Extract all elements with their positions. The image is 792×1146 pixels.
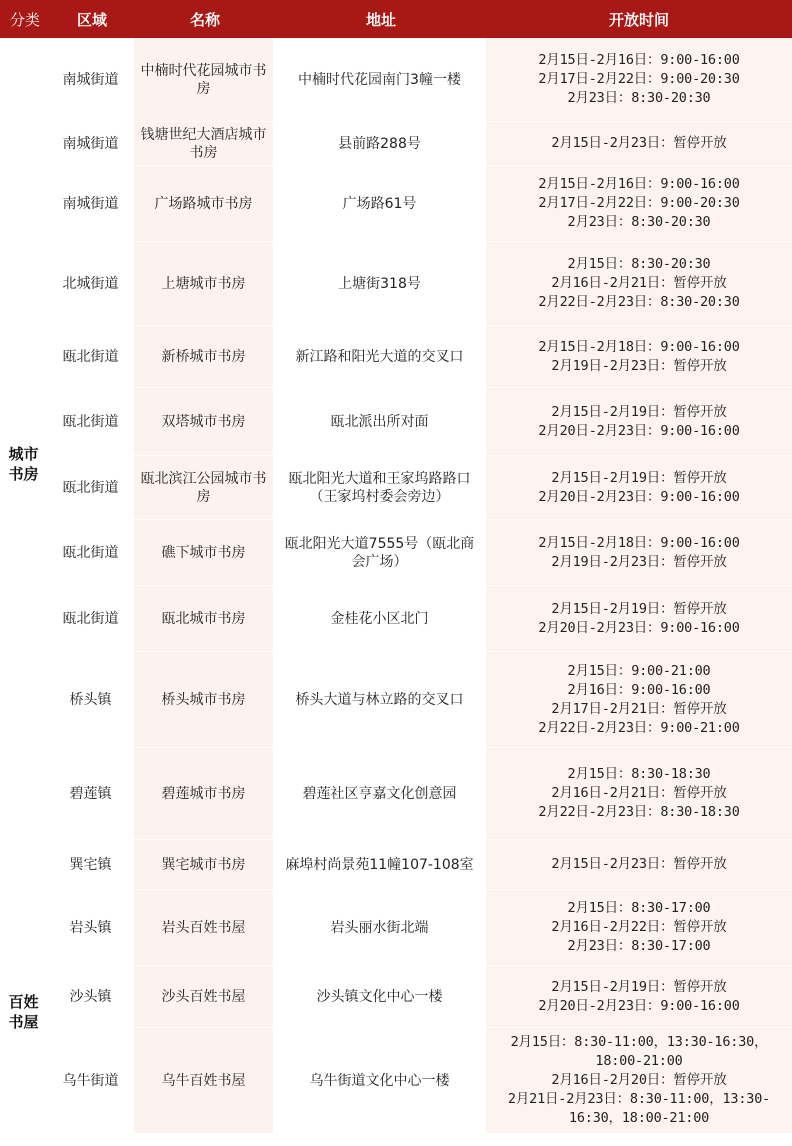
name-cell: 双塔城市书房 [134,388,276,456]
area-cell: 瓯北街道 [50,520,134,586]
name-cell: 沙头百姓书屋 [134,966,276,1028]
hours-cell: 2月15日-2月19日：暂停开放 2月20日-2月23日：9:00-16:00 [486,456,792,520]
table-row [0,890,792,966]
area-cell: 南城街道 [50,166,134,242]
name-cell: 巽宅城市书房 [134,840,276,890]
address-cell: 上塘街318号 [276,242,486,326]
area-cell: 瓯北街道 [50,456,134,520]
hours-cell: 2月15日：8:30-18:30 2月16日-2月21日：暂停开放 2月22日-2月23日：8:30-18:30 [486,748,792,840]
header-category: 分类 [0,0,50,38]
area-cell: 巽宅镇 [50,840,134,890]
header-hours: 开放时间 [486,0,792,38]
table-header-row [0,0,792,38]
area-cell: 瓯北街道 [50,326,134,388]
address-cell: 广场路61号 [276,166,486,242]
area-cell: 南城街道 [50,38,134,122]
table-row [0,1028,792,1134]
hours-cell: 2月15日：8:30-11:00，13:30-16:30，18:00-21:00 2月16日-2月20日：暂停开放 2月21日-2月23日：8:30-11:00，13:30-16:30，18:00-21:00 [486,1028,792,1134]
table-row [0,242,792,326]
address-cell: 桥头大道与林立路的交叉口 [276,652,486,748]
category-cell-community-study [0,890,50,1134]
hours-cell: 2月15日-2月16日：9:00-16:00 2月17日-2月22日：9:00-20:30 2月23日：8:30-20:30 [486,166,792,242]
address-cell: 沙头镇文化中心一楼 [276,966,486,1028]
area-cell: 乌牛街道 [50,1028,134,1134]
name-cell: 碧莲城市书房 [134,748,276,840]
name-cell: 钱塘世纪大酒店城市书房 [134,122,276,166]
table-row [0,520,792,586]
address-cell: 乌牛街道文化中心一楼 [276,1028,486,1134]
name-cell: 瓯北滨江公园城市书房 [134,456,276,520]
hours-cell: 2月15日：8:30-20:30 2月16日-2月21日：暂停开放 2月22日-2月23日：8:30-20:30 [486,242,792,326]
table-row [0,38,792,122]
area-cell: 沙头镇 [50,966,134,1028]
address-cell: 瓯北阳光大道和王家坞路路口（王家坞村委会旁边） [276,456,486,520]
address-cell: 县前路288号 [276,122,486,166]
table-row [0,326,792,388]
name-cell: 中楠时代花园城市书房 [134,38,276,122]
address-cell: 中楠时代花园南门3幢一楼 [276,38,486,122]
table-row [0,966,792,1028]
address-cell: 新江路和阳光大道的交叉口 [276,326,486,388]
category-label: 城市书房 [8,444,39,483]
area-cell: 南城街道 [50,122,134,166]
hours-cell: 2月15日-2月18日：9:00-16:00 2月19日-2月23日：暂停开放 [486,520,792,586]
hours-cell: 2月15日-2月18日：9:00-16:00 2月19日-2月23日：暂停开放 [486,326,792,388]
hours-cell: 2月15日：8:30-17:00 2月16日-2月22日：暂停开放 2月23日：8:30-17:00 [486,890,792,966]
name-cell: 瓯北城市书房 [134,586,276,652]
header-name: 名称 [134,0,276,38]
address-cell: 岩头丽水街北端 [276,890,486,966]
table-row [0,166,792,242]
table-row [0,840,792,890]
area-cell: 碧莲镇 [50,748,134,840]
hours-cell: 2月15日-2月19日：暂停开放 2月20日-2月23日：9:00-16:00 [486,388,792,456]
table-row [0,748,792,840]
table-row [0,388,792,456]
name-cell: 岩头百姓书屋 [134,890,276,966]
hours-cell: 2月15日-2月23日：暂停开放 [486,840,792,890]
area-cell: 桥头镇 [50,652,134,748]
address-cell: 金桂花小区北门 [276,586,486,652]
address-cell: 麻埠村尚景苑11幢107-108室 [276,840,486,890]
name-cell: 乌牛百姓书屋 [134,1028,276,1134]
area-cell: 北城街道 [50,242,134,326]
category-label: 百姓书屋 [8,992,39,1031]
table-row [0,586,792,652]
hours-cell: 2月15日-2月19日：暂停开放 2月20日-2月23日：9:00-16:00 [486,586,792,652]
category-cell-city-study [0,38,50,890]
name-cell: 礁下城市书房 [134,520,276,586]
hours-cell: 2月15日-2月16日：9:00-16:00 2月17日-2月22日：9:00-20:30 2月23日：8:30-20:30 [486,38,792,122]
area-cell: 瓯北街道 [50,586,134,652]
table-row [0,122,792,166]
address-cell: 碧莲社区亨嘉文化创意园 [276,748,486,840]
address-cell: 瓯北派出所对面 [276,388,486,456]
address-cell: 瓯北阳光大道7555号（瓯北商会广场） [276,520,486,586]
name-cell: 广场路城市书房 [134,166,276,242]
header-area: 区域 [50,0,134,38]
area-cell: 瓯北街道 [50,388,134,456]
header-address: 地址 [276,0,486,38]
hours-cell: 2月15日-2月19日：暂停开放 2月20日-2月23日：9:00-16:00 [486,966,792,1028]
table-row [0,652,792,748]
table-row [0,456,792,520]
name-cell: 上塘城市书房 [134,242,276,326]
hours-cell: 2月15日-2月23日：暂停开放 [486,122,792,166]
name-cell: 新桥城市书房 [134,326,276,388]
hours-cell: 2月15日：9:00-21:00 2月16日：9:00-16:00 2月17日-2月21日：暂停开放 2月22日-2月23日：9:00-21:00 [486,652,792,748]
name-cell: 桥头城市书房 [134,652,276,748]
area-cell: 岩头镇 [50,890,134,966]
